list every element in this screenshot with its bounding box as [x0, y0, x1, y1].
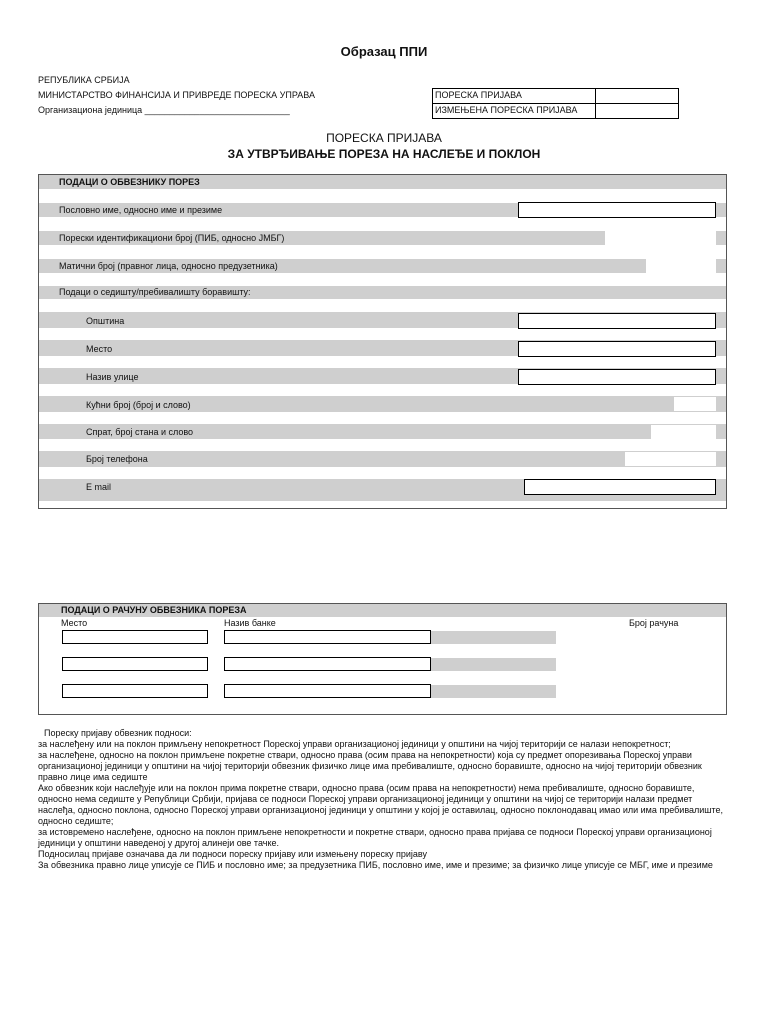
instruction-item: Подносилац пријаве означава да ли подноси пореску пријаву или измењену пореску пријаву [38, 849, 427, 859]
place-label: Место [86, 344, 113, 354]
address-heading: Подаци о седишту/пребивалишту боравишту: [59, 287, 251, 297]
taxpayer-regno-field[interactable] [646, 259, 716, 273]
header-country: РЕПУБЛИКА СРБИЈА [38, 75, 130, 85]
account-number-field-2[interactable] [431, 658, 556, 671]
taxpayer-name-label: Пословно име, односно име и презиме [59, 205, 223, 215]
municipality-field[interactable] [518, 313, 716, 329]
return-type-box-1[interactable] [595, 88, 679, 104]
instruction-item: за истовремено наслеђене, односно на поклон примљене непокретности и покретне ствари, односно права пријава се подноси Пореској управи организационој јединици у општини наведеној у другој алинеји ове тачке. [38, 827, 712, 848]
instructions [38, 728, 728, 871]
floor-apt-label: Спрат, број стана и слово [86, 427, 194, 437]
return-type-box-2[interactable] [595, 103, 679, 119]
instruction-intro: Пореску пријаву обвезник подноси: [44, 728, 192, 738]
return-type-option-1: ПОРЕСКА ПРИЈАВА [432, 88, 596, 104]
instruction-item: за наслеђену или на поклон примљену непокретност Пореској управи организационој јединици у општини на чијој територији се налази непокретност; [38, 739, 671, 749]
header-org-unit: Организациона јединица _____________________________ [38, 105, 290, 115]
taxpayer-pib-field[interactable] [605, 231, 716, 245]
form-code: Образац ППИ [340, 44, 428, 59]
account-bank-field-3[interactable] [224, 684, 431, 698]
phone-field[interactable] [625, 452, 716, 466]
account-col-number: Број рачуна [629, 618, 679, 628]
email-field[interactable] [524, 479, 716, 495]
form-title-line2: ЗА УТВРЂИВАЊЕ ПОРЕЗА НА НАСЛЕЂЕ И ПОКЛОН [227, 147, 541, 161]
account-place-field-2[interactable] [62, 657, 208, 671]
taxpayer-name-field[interactable] [518, 202, 716, 218]
return-type-option-2: ИЗМЕЊЕНА ПОРЕСКА ПРИЈАВА [432, 103, 596, 119]
taxpayer-regno-label: Матични број (правног лица, односно предузетника) [59, 261, 278, 271]
phone-label: Број телефона [86, 454, 148, 464]
account-place-field-1[interactable] [62, 630, 208, 644]
return-type-table [432, 88, 679, 118]
account-col-place: Место [61, 618, 88, 628]
taxpayer-heading: ПОДАЦИ О ОБВЕЗНИКУ ПОРЕЗ [59, 177, 200, 187]
account-col-bank: Назив банке [224, 618, 276, 628]
taxpayer-section [38, 174, 727, 509]
taxpayer-pib-label: Порески идентификациони број (ПИБ, односно ЈМБГ) [59, 233, 285, 243]
account-bank-field-1[interactable] [224, 630, 431, 644]
street-label: Назив улице [86, 372, 139, 382]
floor-apt-field[interactable] [651, 425, 716, 439]
account-section [38, 603, 727, 715]
email-label: E mail [86, 482, 112, 492]
house-no-field[interactable] [674, 397, 716, 411]
account-number-field-1[interactable] [431, 631, 556, 644]
account-heading: ПОДАЦИ О РАЧУНУ ОБВЕЗНИКА ПОРЕЗА [61, 605, 247, 615]
place-field[interactable] [518, 341, 716, 357]
street-field[interactable] [518, 369, 716, 385]
instruction-item: Ако обвезник који наслеђује или на поклон прима покретне ствари, односно права (осим права на непокретности) нема пребивалиште, односно боравиште, односно нема седиште у Републици Србији, пријава се подноси Пореској управи организационој јединици у општини на чијој се територији налази предмет наслеђа, односно поклона, односно Пореској управи организационој јединици у општини у којој је оставилац, односно поклонодавац имао или има пребивалиште, односно седиште; [38, 783, 724, 826]
header-ministry: МИНИСТАРСТВО ФИНАНСИЈА И ПРИВРЕДЕ ПОРЕСКА УПРАВА [38, 90, 315, 100]
account-number-field-3[interactable] [431, 685, 556, 698]
instruction-item: за наслеђене, односно на поклон примљене покретне ствари, односно права (осим права на непокретности) која су предмет опорезивања Пореској управи организационој јединици у општини на чијој територији обвезник физичко лице има пребивалиште, односно боравиште, односно на чијој територији обвезник правно лице има седиште [38, 750, 702, 782]
instruction-item: За обвезника правно лице уписује се ПИБ и пословно име; за предузетника ПИБ, пословно име, име и презиме; за физичко лице уписује се МБГ, име и презиме [38, 860, 713, 870]
account-place-field-3[interactable] [62, 684, 208, 698]
house-no-label: Кућни број (број и слово) [86, 400, 191, 410]
municipality-label: Општина [86, 316, 125, 326]
form-title-line1: ПОРЕСКА ПРИЈАВА [326, 131, 442, 145]
account-bank-field-2[interactable] [224, 657, 431, 671]
